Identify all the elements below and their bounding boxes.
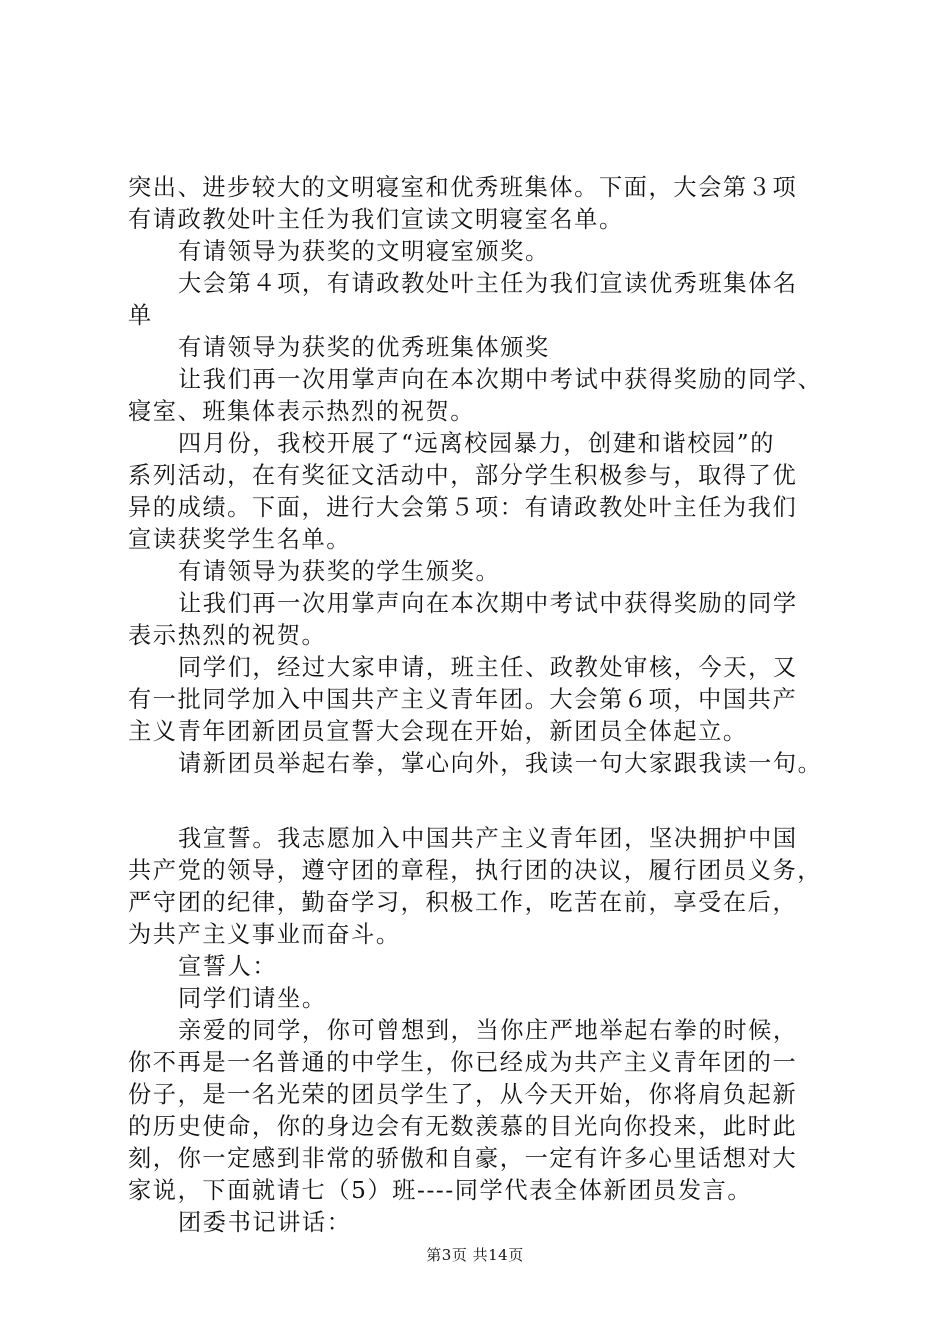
text-line: 宣誓人：: [178, 953, 278, 980]
text-line: 家说，下面就请七（5）班----同学代表全体新团员发言。: [128, 1177, 753, 1204]
text-line: 让我们再一次用掌声向在本次期中考试中获得奖励的同学、: [178, 366, 823, 393]
text-line: 份子，是一名光荣的团员学生了，从今天开始，你将肩负起新: [128, 1081, 798, 1108]
text-line: 宣读获奖学生名单。: [128, 526, 352, 553]
text-line: 有一批同学加入中国共产主义青年团。大会第６项，中国共产: [128, 686, 798, 713]
page-footer: 第3页 共14页: [426, 1246, 524, 1264]
text-line: 主义青年团新团员宣誓大会现在开始，新团员全体起立。: [128, 718, 748, 745]
text-line: 为共产主义事业而奋斗。: [128, 921, 401, 948]
text-line: 有请领导为获奖的学生颁奖。: [178, 558, 501, 585]
text-line: 同学们请坐。: [178, 985, 327, 1012]
text-line: 同学们，经过大家申请，班主任、政教处审核，今天，又: [178, 654, 798, 681]
text-line: 共产党的领导，遵守团的章程，执行团的决议，履行团员义务，: [128, 857, 823, 884]
text-line: 异的成绩。下面，进行大会第５项：有请政教处叶主任为我们: [128, 494, 798, 521]
text-line: 单: [128, 302, 153, 329]
blank-line: [128, 780, 828, 823]
text-line: 让我们再一次用掌声向在本次期中考试中获得奖励的同学: [178, 590, 798, 617]
text-line: 我宣誓。我志愿加入中国共产主义青年团，坚决拥护中国: [178, 825, 798, 852]
text-line: 有请政教处叶主任为我们宣读文明寝室名单。: [128, 206, 624, 233]
text-line: 大会第４项，有请政教处叶主任为我们宣读优秀班集体名: [178, 270, 798, 297]
text-line: 团委书记讲话：: [178, 1209, 352, 1236]
text-line: 你不再是一名普通的中学生，你已经成为共产主义青年团的一: [128, 1049, 798, 1076]
text-line: 寝室、班集体表示热烈的祝贺。: [128, 398, 476, 425]
text-line: 亲爱的同学，你可曾想到，当你庄严地举起右拳的时候，: [178, 1017, 798, 1044]
text-line: 的历史使命，你的身边会有无数羡慕的目光向你投来，此时此: [128, 1113, 798, 1140]
text-line: 有请领导为获奖的文明寝室颁奖。: [178, 238, 550, 265]
text-line: 系列活动，在有奖征文活动中，部分学生积极参与，取得了优: [128, 462, 798, 489]
text-line: 四月份，我校开展了“远离校园暴力，创建和谐校园”的: [178, 430, 776, 457]
text-line: 刻，你一定感到非常的骄傲和自豪，一定有许多心里话想对大: [128, 1145, 798, 1172]
text-line: 严守团的纪律，勤奋学习，积极工作，吃苦在前，享受在后，: [128, 889, 798, 916]
text-line: 请新团员举起右拳，掌心向外，我读一句大家跟我读一句。: [178, 750, 823, 777]
text-line: 表示热烈的祝贺。: [128, 622, 327, 649]
text-line: 突出、进步较大的文明寝室和优秀班集体。下面，大会第３项: [128, 174, 798, 201]
text-line: 有请领导为获奖的优秀班集体颁奖: [178, 334, 550, 361]
document-body: [128, 172, 828, 1239]
